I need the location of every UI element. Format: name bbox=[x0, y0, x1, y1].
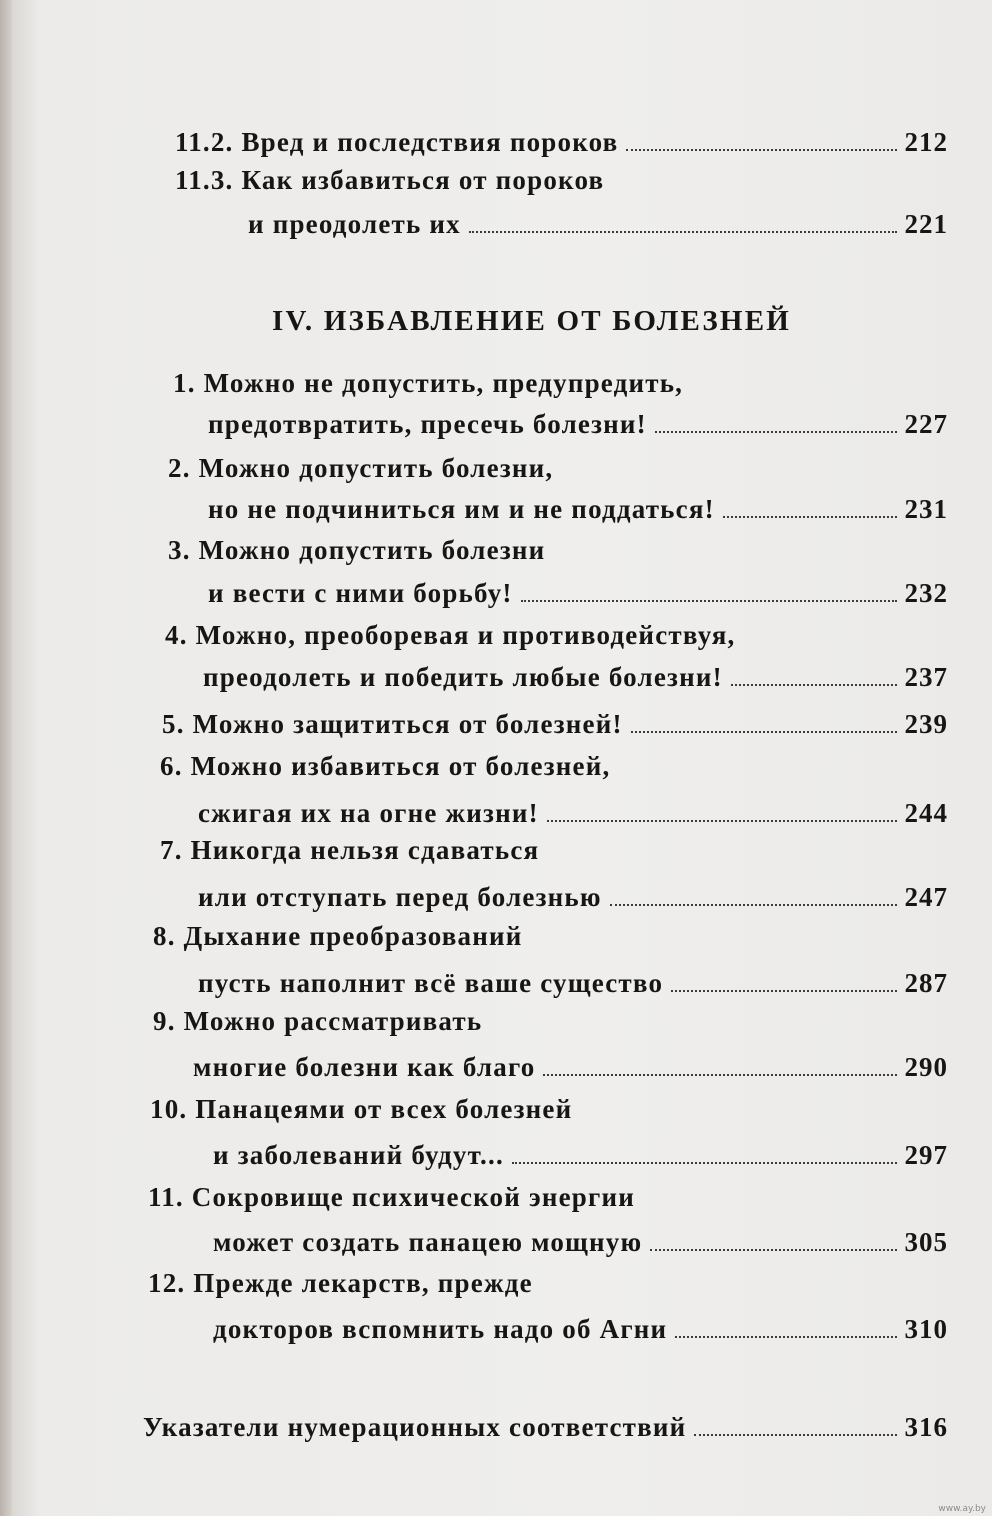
toc-entry-11-2 bbox=[175, 125, 948, 159]
toc-entry-title: и преодолеть их bbox=[248, 209, 461, 239]
toc-page-number: 231 bbox=[904, 494, 948, 524]
dot-leader bbox=[626, 149, 896, 151]
toc-entry-title: и заболеваний будут... bbox=[213, 1140, 504, 1170]
dot-leader bbox=[543, 1074, 896, 1076]
toc-entry-title: и вести с ними борьбу! bbox=[208, 578, 513, 608]
toc-entry-title: пусть наполнит всё ваше существо bbox=[198, 968, 664, 998]
dot-leader bbox=[655, 431, 897, 433]
toc-entry-title: сжигая их на огне жизни! bbox=[198, 798, 539, 828]
toc-entry-11 bbox=[213, 1225, 948, 1259]
toc-entry-index bbox=[143, 1410, 948, 1444]
toc-page-number: 305 bbox=[904, 1227, 948, 1257]
toc-entry-1 bbox=[208, 407, 948, 441]
toc-entry-title: многие болезни как благо bbox=[193, 1052, 536, 1082]
dot-leader bbox=[547, 820, 897, 822]
dot-leader bbox=[650, 1249, 896, 1251]
dot-leader bbox=[694, 1434, 896, 1436]
dot-leader bbox=[521, 600, 897, 602]
toc-entry-title: Указатели нумерационных соответствий bbox=[143, 1412, 687, 1442]
toc-entry-3 bbox=[208, 576, 948, 610]
toc-page-number: 316 bbox=[904, 1412, 948, 1442]
toc-entry-12 bbox=[213, 1312, 948, 1346]
toc-entry-8 bbox=[198, 966, 948, 1000]
dot-leader bbox=[469, 231, 897, 233]
dot-leader bbox=[512, 1162, 897, 1164]
toc-entry-11-line1: 11. Сокровище психической энергии bbox=[148, 1182, 635, 1212]
toc-entry-title: докторов вспомнить надо об Агни bbox=[213, 1314, 668, 1344]
toc-entry-8-line1: 8. Дыхание преобразований bbox=[153, 921, 523, 951]
toc-page-number: 247 bbox=[904, 882, 948, 912]
toc-entry-10 bbox=[213, 1138, 948, 1172]
toc-entry-12-line1: 12. Прежде лекарств, прежде bbox=[148, 1268, 533, 1298]
toc-entry-title: может создать панацею мощную bbox=[213, 1227, 643, 1257]
toc-entry-6 bbox=[198, 796, 948, 830]
toc-page-number: 244 bbox=[904, 798, 948, 828]
toc-entry-3-line1: 3. Можно допустить болезни bbox=[168, 535, 546, 565]
toc-page-number: 237 bbox=[904, 662, 948, 692]
toc-entry-6-line1: 6. Можно избавиться от болезней, bbox=[160, 751, 611, 781]
toc-entry-11-3-line1: 11.3. Как избавиться от пороков bbox=[175, 165, 605, 195]
toc-entry-2 bbox=[208, 492, 948, 526]
toc-entry-title: 11.2. Вред и последствия пороков bbox=[175, 127, 619, 157]
toc-entry-4-line1: 4. Можно, преоборевая и противодействуя, bbox=[165, 620, 736, 650]
toc-page-number: 227 bbox=[904, 409, 948, 439]
toc-entry-title: но не подчиниться им и не поддаться! bbox=[208, 494, 715, 524]
toc-entry-title: или отступать перед болезнью bbox=[198, 882, 602, 912]
toc-entry-2-line1: 2. Можно допустить болезни, bbox=[168, 453, 554, 483]
toc-entry-10-line1: 10. Панацеями от всех болезней bbox=[150, 1094, 573, 1124]
dot-leader bbox=[731, 684, 897, 686]
toc-entry-title: преодолеть и победить любые болезни! bbox=[203, 662, 723, 692]
toc-entry-4 bbox=[203, 660, 948, 694]
toc-entry-5 bbox=[162, 707, 948, 741]
toc-entry-11-3 bbox=[248, 207, 948, 241]
toc-entry-9 bbox=[193, 1050, 948, 1084]
toc-entry-9-line1: 9. Можно рассматривать bbox=[153, 1006, 483, 1036]
toc-entry-title: предотвратить, пресечь болезни! bbox=[208, 409, 647, 439]
dot-leader bbox=[675, 1336, 896, 1338]
section-heading: IV. ИЗБАВЛЕНИЕ ОТ БОЛЕЗНЕЙ bbox=[272, 305, 791, 337]
dot-leader bbox=[671, 990, 896, 992]
toc-entry-title: 5. Можно защититься от болезней! bbox=[162, 709, 623, 739]
toc-entry-7-line1: 7. Никогда нельзя сдаваться bbox=[160, 835, 540, 865]
toc-entry-7 bbox=[198, 880, 948, 914]
toc-page-number: 310 bbox=[904, 1314, 948, 1344]
toc-page-number: 212 bbox=[904, 127, 948, 157]
toc-page-number: 297 bbox=[904, 1140, 948, 1170]
toc-entry-1-line1: 1. Можно не допустить, предупредить, bbox=[173, 368, 684, 398]
toc-page-number: 221 bbox=[904, 209, 948, 239]
toc-page-number: 287 bbox=[904, 968, 948, 998]
watermark: www.ay.by bbox=[938, 1504, 986, 1514]
toc-page-number: 232 bbox=[904, 578, 948, 608]
toc-page-number: 290 bbox=[904, 1052, 948, 1082]
toc-page-number: 239 bbox=[904, 709, 948, 739]
dot-leader bbox=[631, 731, 897, 733]
dot-leader bbox=[610, 904, 897, 906]
dot-leader bbox=[723, 516, 897, 518]
